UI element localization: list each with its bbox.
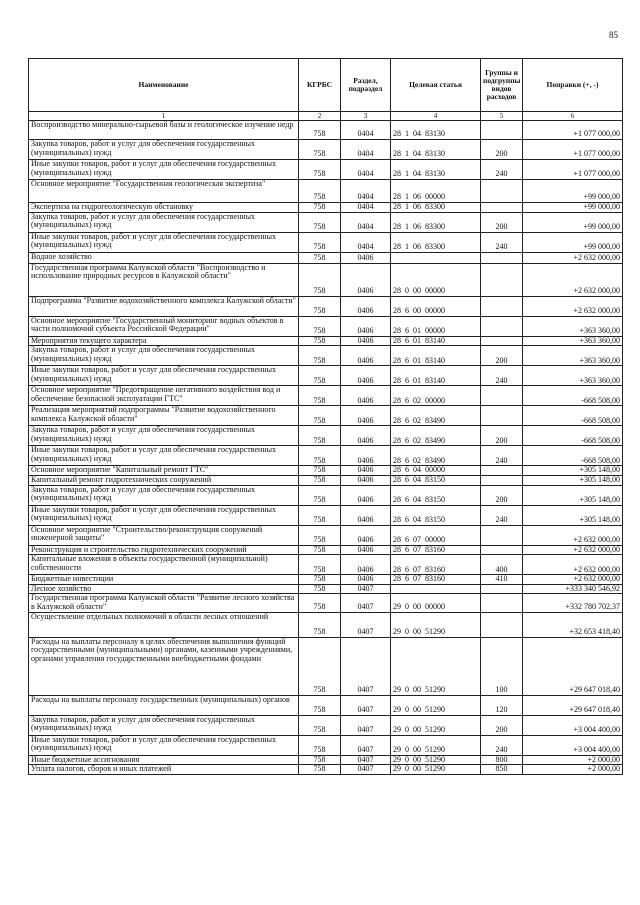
- row-razdel: 0406: [341, 346, 391, 366]
- row-target-article: 28 6 02 00000: [391, 386, 481, 406]
- row-target-article: 28 6 07 83160: [391, 555, 481, 575]
- row-target-article: 28 0 00 00000: [391, 263, 481, 296]
- row-expense-group: 240: [481, 232, 523, 252]
- row-amount: +2 632 000,00: [523, 296, 623, 316]
- row-kgrbs: 758: [299, 612, 341, 637]
- row-name: Осуществление отдельных полномочий в области лесных отношений: [29, 612, 299, 637]
- column-number: 1: [29, 112, 299, 121]
- row-amount: +99 000,00: [523, 203, 623, 213]
- row-amount: +363 360,00: [523, 336, 623, 346]
- row-name: Уплата налогов, сборов и иных платежей: [29, 765, 299, 775]
- column-number: 2: [299, 112, 341, 121]
- page-number: 85: [609, 30, 618, 40]
- row-razdel: 0406: [341, 316, 391, 336]
- row-amount: +2 632 000,00: [523, 525, 623, 545]
- row-target-article: 28 6 07 00000: [391, 525, 481, 545]
- row-name: Государственная программа Калужской области "Воспроизводство и использование природных ресурсов в Калужской области": [29, 263, 299, 296]
- row-name: Лесное хозяйство: [29, 584, 299, 594]
- row-expense-group: 120: [481, 695, 523, 715]
- row-target-article: 29 0 00 51290: [391, 612, 481, 637]
- row-target-article: 28 1 06 83300: [391, 232, 481, 252]
- row-expense-group: 100: [481, 637, 523, 695]
- table-row: [29, 336, 623, 346]
- row-kgrbs: 758: [299, 296, 341, 316]
- row-kgrbs: 758: [299, 316, 341, 336]
- row-expense-group: 200: [481, 212, 523, 232]
- row-kgrbs: 758: [299, 695, 341, 715]
- table-header: [29, 59, 623, 121]
- row-amount: +2 000,00: [523, 765, 623, 775]
- row-target-article: 28 6 01 83140: [391, 346, 481, 366]
- row-target-article: 28 6 02 83490: [391, 406, 481, 426]
- row-name: Иные закупки товаров, работ и услуг для обеспечения государственных (муниципальных) нужд: [29, 446, 299, 466]
- table-row: [29, 316, 623, 336]
- row-razdel: 0406: [341, 366, 391, 386]
- table-body: [29, 121, 623, 775]
- table-row: [29, 485, 623, 505]
- row-razdel: 0406: [341, 485, 391, 505]
- row-target-article: 29 0 00 51290: [391, 765, 481, 775]
- row-razdel: 0406: [341, 263, 391, 296]
- table-row: [29, 695, 623, 715]
- row-expense-group: [481, 525, 523, 545]
- row-amount: +2 632 000,00: [523, 252, 623, 263]
- row-target-article: [391, 252, 481, 263]
- row-target-article: 28 1 04 83130: [391, 121, 481, 140]
- row-razdel: 0406: [341, 406, 391, 426]
- row-name: Капитальные вложения в объекты государственной (муниципальной) собственности: [29, 555, 299, 575]
- row-razdel: 0407: [341, 715, 391, 735]
- row-razdel: 0407: [341, 695, 391, 715]
- budget-amendments-table: [28, 58, 623, 775]
- table-row: [29, 715, 623, 735]
- header-group: Группы и подгруппы видов расходов: [481, 59, 523, 112]
- row-expense-group: [481, 594, 523, 612]
- table-row: [29, 575, 623, 585]
- row-razdel: 0406: [341, 386, 391, 406]
- row-target-article: 28 6 01 00000: [391, 316, 481, 336]
- table-row: [29, 612, 623, 637]
- row-expense-group: [481, 386, 523, 406]
- row-expense-group: 200: [481, 140, 523, 160]
- row-name: Реализация мероприятий подпрограммы "Развитие водохозяйственного комплекса Калужской области": [29, 406, 299, 426]
- row-amount: +333 340 546,92: [523, 584, 623, 594]
- row-expense-group: 240: [481, 446, 523, 466]
- row-target-article: 29 0 00 51290: [391, 715, 481, 735]
- row-name: Иные закупки товаров, работ и услуг для обеспечения государственных (муниципальных) нужд: [29, 232, 299, 252]
- table-row: [29, 637, 623, 695]
- table-row: [29, 426, 623, 446]
- row-target-article: 28 1 04 83130: [391, 160, 481, 180]
- row-name: Реконструкция и строительство гидротехнических сооружений: [29, 545, 299, 555]
- header-razdel: Раздел, подраздел: [341, 59, 391, 112]
- row-kgrbs: 758: [299, 475, 341, 485]
- row-expense-group: 400: [481, 555, 523, 575]
- row-razdel: 0406: [341, 525, 391, 545]
- row-kgrbs: 758: [299, 485, 341, 505]
- row-kgrbs: 758: [299, 755, 341, 765]
- row-kgrbs: 758: [299, 366, 341, 386]
- row-expense-group: 240: [481, 505, 523, 525]
- row-expense-group: [481, 263, 523, 296]
- row-kgrbs: 758: [299, 160, 341, 180]
- row-razdel: 0406: [341, 446, 391, 466]
- table-row: [29, 386, 623, 406]
- row-razdel: 0407: [341, 735, 391, 755]
- table-row: [29, 121, 623, 140]
- row-expense-group: 240: [481, 366, 523, 386]
- column-number: 3: [341, 112, 391, 121]
- row-name: Иные закупки товаров, работ и услуг для обеспечения государственных (муниципальных) нужд: [29, 735, 299, 755]
- table-row: [29, 140, 623, 160]
- row-name: Закупка товаров, работ и услуг для обеспечения государственных (муниципальных) нужд: [29, 212, 299, 232]
- row-razdel: 0407: [341, 594, 391, 612]
- table-row: [29, 755, 623, 765]
- row-target-article: 28 6 07 83160: [391, 545, 481, 555]
- row-name: Государственная программа Калужской области "Развитие лесного хозяйства в Калужской области": [29, 594, 299, 612]
- row-razdel: 0404: [341, 121, 391, 140]
- row-expense-group: 200: [481, 715, 523, 735]
- row-kgrbs: 758: [299, 715, 341, 735]
- row-target-article: 28 6 04 83150: [391, 505, 481, 525]
- row-target-article: 28 1 06 00000: [391, 180, 481, 203]
- row-razdel: 0406: [341, 475, 391, 485]
- row-expense-group: 850: [481, 765, 523, 775]
- row-amount: +305 148,00: [523, 466, 623, 476]
- row-name: Расходы на выплаты персоналу в целях обеспечения выполнения функций государственными (муниципальными) органами, казенными учреждениями, органами управления государственными внебюджетными фондами: [29, 637, 299, 695]
- row-amount: +1 077 000,00: [523, 160, 623, 180]
- row-target-article: 28 6 00 00000: [391, 296, 481, 316]
- row-razdel: 0404: [341, 160, 391, 180]
- column-number-row: [29, 112, 623, 121]
- row-target-article: 29 0 00 51290: [391, 695, 481, 715]
- row-kgrbs: 758: [299, 446, 341, 466]
- row-name: Закупка товаров, работ и услуг для обеспечения государственных (муниципальных) нужд: [29, 715, 299, 735]
- table-row: [29, 263, 623, 296]
- row-expense-group: [481, 180, 523, 203]
- row-name: Основное мероприятие "Предотвращение негативного воздействия вод и обеспечение безопасной эксплуатации ГТС": [29, 386, 299, 406]
- row-target-article: 28 1 06 83300: [391, 212, 481, 232]
- row-name: Закупка товаров, работ и услуг для обеспечения государственных (муниципальных) нужд: [29, 485, 299, 505]
- row-target-article: 28 6 07 83160: [391, 575, 481, 585]
- column-number: 4: [391, 112, 481, 121]
- row-amount: -668 508,00: [523, 446, 623, 466]
- row-kgrbs: 758: [299, 203, 341, 213]
- row-razdel: 0406: [341, 466, 391, 476]
- table-row: [29, 212, 623, 232]
- row-kgrbs: 758: [299, 505, 341, 525]
- header-target: Целевая статья: [391, 59, 481, 112]
- row-kgrbs: 758: [299, 525, 341, 545]
- row-kgrbs: 758: [299, 555, 341, 575]
- row-kgrbs: 758: [299, 426, 341, 446]
- table-row: [29, 180, 623, 203]
- row-expense-group: [481, 316, 523, 336]
- table-row: [29, 555, 623, 575]
- header-kgrbs: КГРБС: [299, 59, 341, 112]
- table-row: [29, 346, 623, 366]
- table-row: [29, 545, 623, 555]
- row-kgrbs: 758: [299, 584, 341, 594]
- row-amount: +99 000,00: [523, 212, 623, 232]
- row-amount: +305 148,00: [523, 505, 623, 525]
- row-expense-group: [481, 406, 523, 426]
- row-target-article: 28 6 01 83140: [391, 336, 481, 346]
- row-amount: +32 653 418,40: [523, 612, 623, 637]
- row-name: Капитальный ремонт гидротехнических сооружений: [29, 475, 299, 485]
- row-amount: +2 632 000,00: [523, 263, 623, 296]
- header-name: Наименование: [29, 59, 299, 112]
- row-expense-group: 240: [481, 160, 523, 180]
- row-amount: +363 360,00: [523, 366, 623, 386]
- row-razdel: 0404: [341, 140, 391, 160]
- table-row: [29, 406, 623, 426]
- row-kgrbs: 758: [299, 406, 341, 426]
- row-razdel: 0406: [341, 252, 391, 263]
- row-target-article: 28 6 04 83150: [391, 485, 481, 505]
- row-expense-group: [481, 545, 523, 555]
- column-number: 5: [481, 112, 523, 121]
- row-kgrbs: 758: [299, 263, 341, 296]
- row-amount: +1 077 000,00: [523, 121, 623, 140]
- row-name: Иные закупки товаров, работ и услуг для обеспечения государственных (муниципальных) нужд: [29, 160, 299, 180]
- row-kgrbs: 758: [299, 336, 341, 346]
- table-row: [29, 584, 623, 594]
- table-row: [29, 525, 623, 545]
- row-target-article: 28 1 04 83130: [391, 140, 481, 160]
- row-name: Расходы на выплаты персоналу государственных (муниципальных) органов: [29, 695, 299, 715]
- row-name: Подпрограмма "Развитие водохозяйственного комплекса Калужской области": [29, 296, 299, 316]
- row-amount: +363 360,00: [523, 316, 623, 336]
- row-amount: +29 647 018,40: [523, 695, 623, 715]
- table-row: [29, 232, 623, 252]
- row-razdel: 0404: [341, 180, 391, 203]
- row-kgrbs: 758: [299, 575, 341, 585]
- row-razdel: 0406: [341, 545, 391, 555]
- row-amount: +99 000,00: [523, 232, 623, 252]
- row-expense-group: 200: [481, 485, 523, 505]
- row-target-article: 29 0 00 51290: [391, 637, 481, 695]
- row-expense-group: [481, 203, 523, 213]
- row-name: Закупка товаров, работ и услуг для обеспечения государственных (муниципальных) нужд: [29, 140, 299, 160]
- row-kgrbs: 758: [299, 121, 341, 140]
- row-target-article: [391, 584, 481, 594]
- row-name: Закупка товаров, работ и услуг для обеспечения государственных (муниципальных) нужд: [29, 346, 299, 366]
- row-razdel: 0404: [341, 212, 391, 232]
- row-razdel: 0406: [341, 426, 391, 446]
- row-amount: +305 148,00: [523, 485, 623, 505]
- table-row: [29, 160, 623, 180]
- row-name: Иные закупки товаров, работ и услуг для обеспечения государственных (муниципальных) нужд: [29, 505, 299, 525]
- row-razdel: 0407: [341, 765, 391, 775]
- row-amount: +3 004 400,00: [523, 735, 623, 755]
- row-amount: +332 780 702,37: [523, 594, 623, 612]
- row-razdel: 0407: [341, 584, 391, 594]
- row-expense-group: [481, 336, 523, 346]
- row-expense-group: [481, 296, 523, 316]
- row-name: Закупка товаров, работ и услуг для обеспечения государственных (муниципальных) нужд: [29, 426, 299, 446]
- row-razdel: 0406: [341, 505, 391, 525]
- row-razdel: 0407: [341, 637, 391, 695]
- row-kgrbs: 758: [299, 545, 341, 555]
- row-name: Основное мероприятие "Государственный мониторинг водных объектов в части полномочий субъекта Российской Федерации": [29, 316, 299, 336]
- table-row: [29, 296, 623, 316]
- column-number: 6: [523, 112, 623, 121]
- table-row: [29, 475, 623, 485]
- row-target-article: 29 0 00 51290: [391, 755, 481, 765]
- row-name: Основное мероприятие "Капитальный ремонт ГТС": [29, 466, 299, 476]
- row-name: Воспроизводство минерально-сырьевой базы и геологическое изучение недр: [29, 121, 299, 140]
- row-target-article: 28 6 02 83490: [391, 446, 481, 466]
- row-razdel: 0406: [341, 336, 391, 346]
- row-amount: +363 360,00: [523, 346, 623, 366]
- row-kgrbs: 758: [299, 594, 341, 612]
- row-name: Основное мероприятие "Государственная геологическая экспертиза": [29, 180, 299, 203]
- row-target-article: 28 6 04 00000: [391, 466, 481, 476]
- row-kgrbs: 758: [299, 637, 341, 695]
- row-razdel: 0406: [341, 296, 391, 316]
- row-kgrbs: 758: [299, 765, 341, 775]
- row-razdel: 0404: [341, 232, 391, 252]
- row-target-article: 28 6 02 83490: [391, 426, 481, 446]
- header-row: [29, 59, 623, 112]
- row-expense-group: [481, 612, 523, 637]
- table-row: [29, 505, 623, 525]
- row-razdel: 0406: [341, 555, 391, 575]
- row-kgrbs: 758: [299, 140, 341, 160]
- row-amount: +2 632 000,00: [523, 575, 623, 585]
- table-row: [29, 735, 623, 755]
- table-row: [29, 765, 623, 775]
- row-name: Бюджетные инвестиции: [29, 575, 299, 585]
- table-row: [29, 446, 623, 466]
- table-row: [29, 203, 623, 213]
- table-row: [29, 466, 623, 476]
- table-row: [29, 366, 623, 386]
- row-razdel: 0404: [341, 203, 391, 213]
- row-amount: +99 000,00: [523, 180, 623, 203]
- row-kgrbs: 758: [299, 232, 341, 252]
- row-target-article: 28 6 01 83140: [391, 366, 481, 386]
- row-amount: +3 004 400,00: [523, 715, 623, 735]
- row-amount: +2 632 000,00: [523, 555, 623, 575]
- row-expense-group: [481, 466, 523, 476]
- row-target-article: 28 1 06 83300: [391, 203, 481, 213]
- row-amount: +305 148,00: [523, 475, 623, 485]
- row-razdel: 0407: [341, 612, 391, 637]
- row-amount: -668 508,00: [523, 426, 623, 446]
- row-kgrbs: 758: [299, 466, 341, 476]
- row-name: Мероприятия текущего характера: [29, 336, 299, 346]
- table-row: [29, 594, 623, 612]
- row-name: Водное хозяйство: [29, 252, 299, 263]
- row-kgrbs: 758: [299, 735, 341, 755]
- header-amount: Поправки (+, -): [523, 59, 623, 112]
- row-amount: +2 632 000,00: [523, 545, 623, 555]
- row-razdel: 0406: [341, 575, 391, 585]
- row-name: Иные закупки товаров, работ и услуг для обеспечения государственных (муниципальных) нужд: [29, 366, 299, 386]
- row-expense-group: [481, 584, 523, 594]
- row-target-article: 28 6 04 83150: [391, 475, 481, 485]
- row-expense-group: 200: [481, 426, 523, 446]
- table-row: [29, 252, 623, 263]
- row-kgrbs: 758: [299, 180, 341, 203]
- row-amount: +1 077 000,00: [523, 140, 623, 160]
- row-expense-group: 800: [481, 755, 523, 765]
- row-expense-group: [481, 121, 523, 140]
- row-target-article: 29 0 00 00000: [391, 594, 481, 612]
- row-amount: +2 000,00: [523, 755, 623, 765]
- row-amount: +29 647 018,40: [523, 637, 623, 695]
- row-name: Экспертиза на гидрогеологическую обстановку: [29, 203, 299, 213]
- row-amount: -668 508,00: [523, 386, 623, 406]
- row-kgrbs: 758: [299, 212, 341, 232]
- row-kgrbs: 758: [299, 386, 341, 406]
- row-name: Основное мероприятие "Строительство/реконструкция сооружений инженерной защиты": [29, 525, 299, 545]
- row-kgrbs: 758: [299, 346, 341, 366]
- row-kgrbs: 758: [299, 252, 341, 263]
- row-name: Иные бюджетные ассигнования: [29, 755, 299, 765]
- row-amount: -668 508,00: [523, 406, 623, 426]
- row-expense-group: 240: [481, 735, 523, 755]
- row-target-article: 29 0 00 51290: [391, 735, 481, 755]
- row-expense-group: 410: [481, 575, 523, 585]
- row-expense-group: [481, 475, 523, 485]
- row-expense-group: 200: [481, 346, 523, 366]
- row-expense-group: [481, 252, 523, 263]
- row-razdel: 0407: [341, 755, 391, 765]
